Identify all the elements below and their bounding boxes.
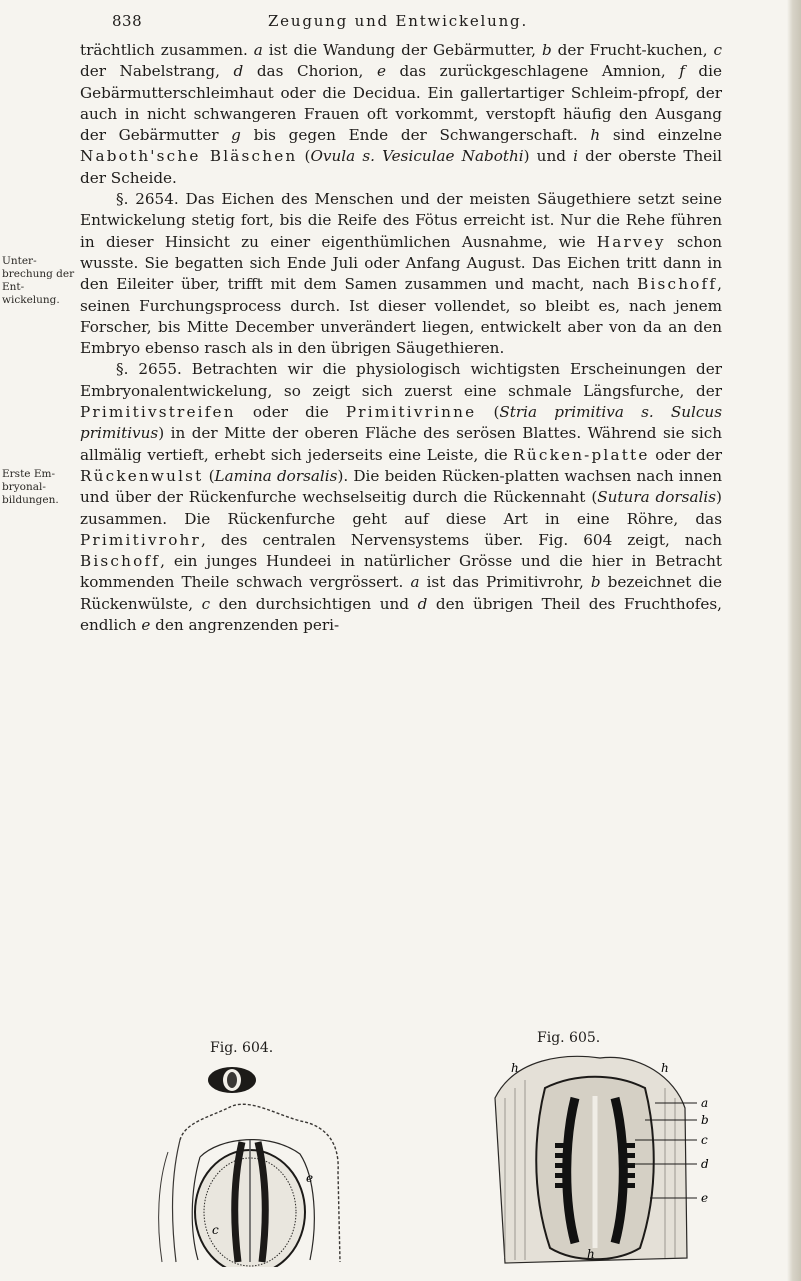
embryonic-shield [195,1140,305,1267]
figure-604-dog-embryo [140,1062,360,1267]
page-edge-shadow [787,0,801,1281]
running-title: Zeugung und Entwickelung. [267,12,529,30]
fig605-label-h-left: h [511,1061,519,1075]
margin-note-2655: Erste Em-bryonal-bildungen. [2,468,59,506]
page-number: 838 [112,12,143,30]
section-number: §. 2654. [116,190,179,209]
fig605-label-b: b [701,1113,709,1127]
fig605-label-e: e [701,1191,709,1205]
fig604-label-c: c [212,1223,219,1237]
fig604-label-e: e [306,1171,314,1185]
egg-natural-size-icon [208,1067,256,1093]
paragraph-2654: §. 2654. Das Eichen des Menschen und der meisten Säugethiere setzt seine Entwickelung stetig fort, bis die Reife des Fötus erreicht ist. Nur die Rehe führen in dieser Hinsicht zu einer eigenthümlichen Ausnahme, wie Harvey schon wusste. Sie begatten sich Ende Juli oder Anfang August. Das Eichen tritt dann in den Eileiter über, trifft mit dem Samen zusammen und macht, nach Bischoff, seinen Furchungsprocess durch. Ist dieser vollendet, so bleibt es, nach jenem Forscher, bis Mitte December unverändert liegen, entwickelt aber von da an den Embryo ebenso rasch als in den übrigen Säugethieren. [80,190,722,358]
embryo-body [536,1077,654,1260]
running-header [78,12,718,30]
margin-note-2654: Unter-brechung der Ent-wickelung. [2,255,75,306]
fig605-label-a: a [701,1096,709,1110]
fig605-label-h-right: h [661,1061,669,1075]
figure-605-embryo-enlarged [475,1048,725,1270]
section-number: §. 2655. [116,360,182,379]
paragraph-2655: §. 2655. Betrachten wir die physiologisch wichtigsten Erscheinungen der Embryonalentwickelung, so zeigt sich zuerst eine schmale Längsfurche, der Primitivstreifen oder die Primitivrinne (Stria primitiva s. Sulcus primitivus) in der Mitte der oberen Fläche des serösen Blattes. Während sie sich allmälig vertieft, erhebt sich jederseits eine Leiste, die Rücken-platte oder der Rückenwulst (Lamina dorsalis). Die beiden Rücken-platten wachsen nach innen und über der Rückenfurche wechselseitig durch die Rückennaht (Sutura dorsalis) zusammen. Die Rückenfurche geht auf diese Art in eine Röhre, das Primitivrohr, des centralen Nervensystems über. Fig. 604 zeigt, nach Bischoff, ein junges Hundeei in natürlicher Grösse und die hier in Betracht kommenden Theile schwach vergrössert. a ist das Primitivrohr, b bezeichnet die Rückenwülste, c den durchsichtigen und d den übrigen Theil des Fruchthofes, endlich e den angrenzenden peri- [80,360,722,635]
body-text [80,40,722,636]
fig605-label-d: d [701,1157,709,1171]
fig605-label-h-bottom: h [587,1247,595,1261]
paragraph-continuation: trächtlich zusammen. a ist die Wandung der Gebärmutter, b der Frucht-kuchen, c der Nabelstrang, d das Chorion, e das zurückgeschlagene Amnion, f die Gebärmutterschleimhaut oder die Decidua. Ein gallertartiger Schleim-pfropf, der auch in nicht schwangeren Frauen oft vorkommt, verstopft häufig den Ausgang der Gebärmutter g bis gegen Ende der Schwangerschaft. h sind einzelne Naboth'sche Bläschen (Ovula s. Vesiculae Nabothi) und i der oberste Theil der Scheide. [80,41,722,187]
fig-605-caption: Fig. 605. [537,1030,601,1046]
fig605-label-c: c [701,1133,708,1147]
fig-604-caption: Fig. 604. [210,1040,274,1056]
